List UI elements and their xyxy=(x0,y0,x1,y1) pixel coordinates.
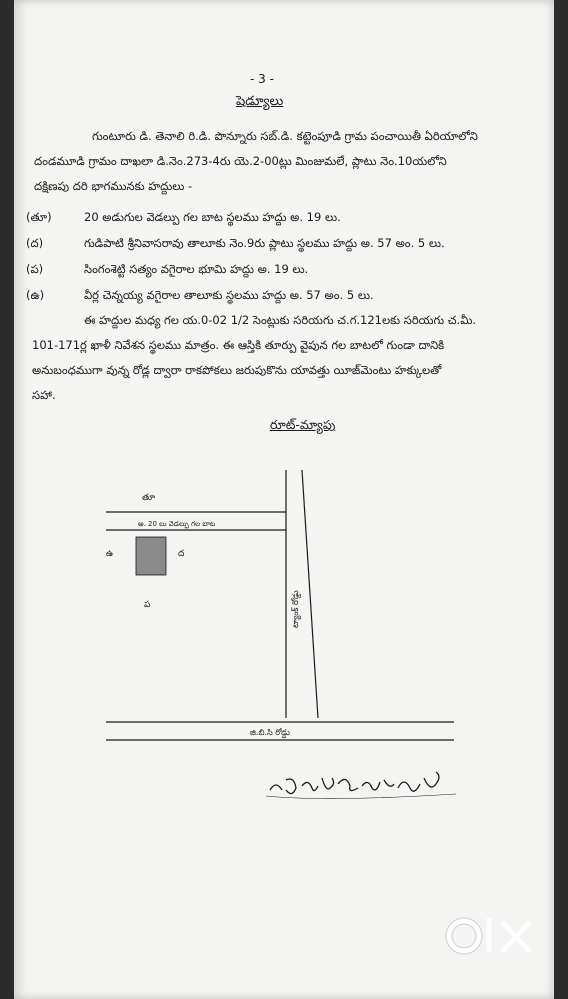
paragraph-line-2: దండమూడి గ్రామం దాఖలా డి.నెం.273-4రు యె.2-00ట్లు మింజుమలే, ప్లాటు నెం.10యలోని xyxy=(34,154,447,168)
map-label-gbc-road: జి.బి.సి రోడ్డు xyxy=(250,728,290,737)
olx-watermark xyxy=(444,908,548,970)
closing-line-1: ఈ హద్దుల మధ్య గల య.0-02 1/2 సెంట్లుకు సరియగు చ.గ.121లకు సరియగు చ.మీ. xyxy=(84,313,477,327)
boundary-marker-east: (తూ) xyxy=(26,210,52,224)
tank-road-right-edge xyxy=(302,470,318,718)
map-label-north: ఉ xyxy=(106,549,114,559)
route-map-diagram xyxy=(14,0,554,999)
map-label-west: ప xyxy=(144,600,151,610)
boundary-text-south: గుడిపాటి శ్రీనివాసరావు తాలూకు నెం.9రు ప్లాటు స్థలము హద్దు అ. 57 అం. 5 లు. xyxy=(84,236,445,250)
boundary-marker-west: (ప) xyxy=(26,262,44,276)
page-number: - 3 - xyxy=(250,72,274,86)
document-page xyxy=(14,0,554,999)
paragraph-line-1: గుంటూరు డి. తెనాలి రి.డి. పొన్నూరు సబ్.డి. కట్టెంపూడి గ్రామ పంచాయితీ ఏరియాలోని xyxy=(92,129,478,143)
boundary-text-west: సింగంశెట్టి సత్యం వగైరాల భూమి హద్దు అ. 19 లు. xyxy=(84,262,309,276)
boundary-text-east: 20 అడుగుల వెడల్పు గల బాట స్థలము హద్దు అ. 19 లు. xyxy=(84,210,341,224)
boundary-text-north: వీర్ల చెన్నయ్య వగైరాల తాలూకు స్థలము హద్దు అ. 57 అం. 5 లు. xyxy=(84,288,374,302)
map-label-east: తూ xyxy=(142,493,156,503)
map-label-road-20ft: అ. 20 లు వెడల్పు గల బాట xyxy=(138,520,216,528)
handwritten-signature xyxy=(266,768,466,808)
closing-line-3: అనుబంధముగా వున్న రోడ్ల ద్వారా రాకపోకలు జరుపుకొను యావత్తు యీజ్‌మెంటు హక్కులతో xyxy=(32,363,442,377)
closing-line-4: సహా. xyxy=(32,388,56,402)
boundary-marker-south: (ద) xyxy=(26,236,44,250)
boundary-marker-north: (ఉ) xyxy=(26,288,45,302)
schedule-title: షెడ్యూలు xyxy=(236,94,284,109)
paragraph-line-3: దక్షిణపు దరి భాగమునకు హద్దులు - xyxy=(34,179,193,193)
plot-rectangle xyxy=(136,537,166,575)
map-label-tank-road: ట్యాంక్ రోడ్డు xyxy=(291,590,300,628)
map-label-south: ద xyxy=(178,549,185,559)
route-map-title: రూట్-మ్యాపు xyxy=(270,417,336,432)
closing-line-2: 101-171ర్ల ఖాళీ నివేశన స్థలము మాత్రం. ఈ ఆస్తికి తూర్పు వైపున గల బాటలో గుండా దానికి xyxy=(32,338,445,352)
